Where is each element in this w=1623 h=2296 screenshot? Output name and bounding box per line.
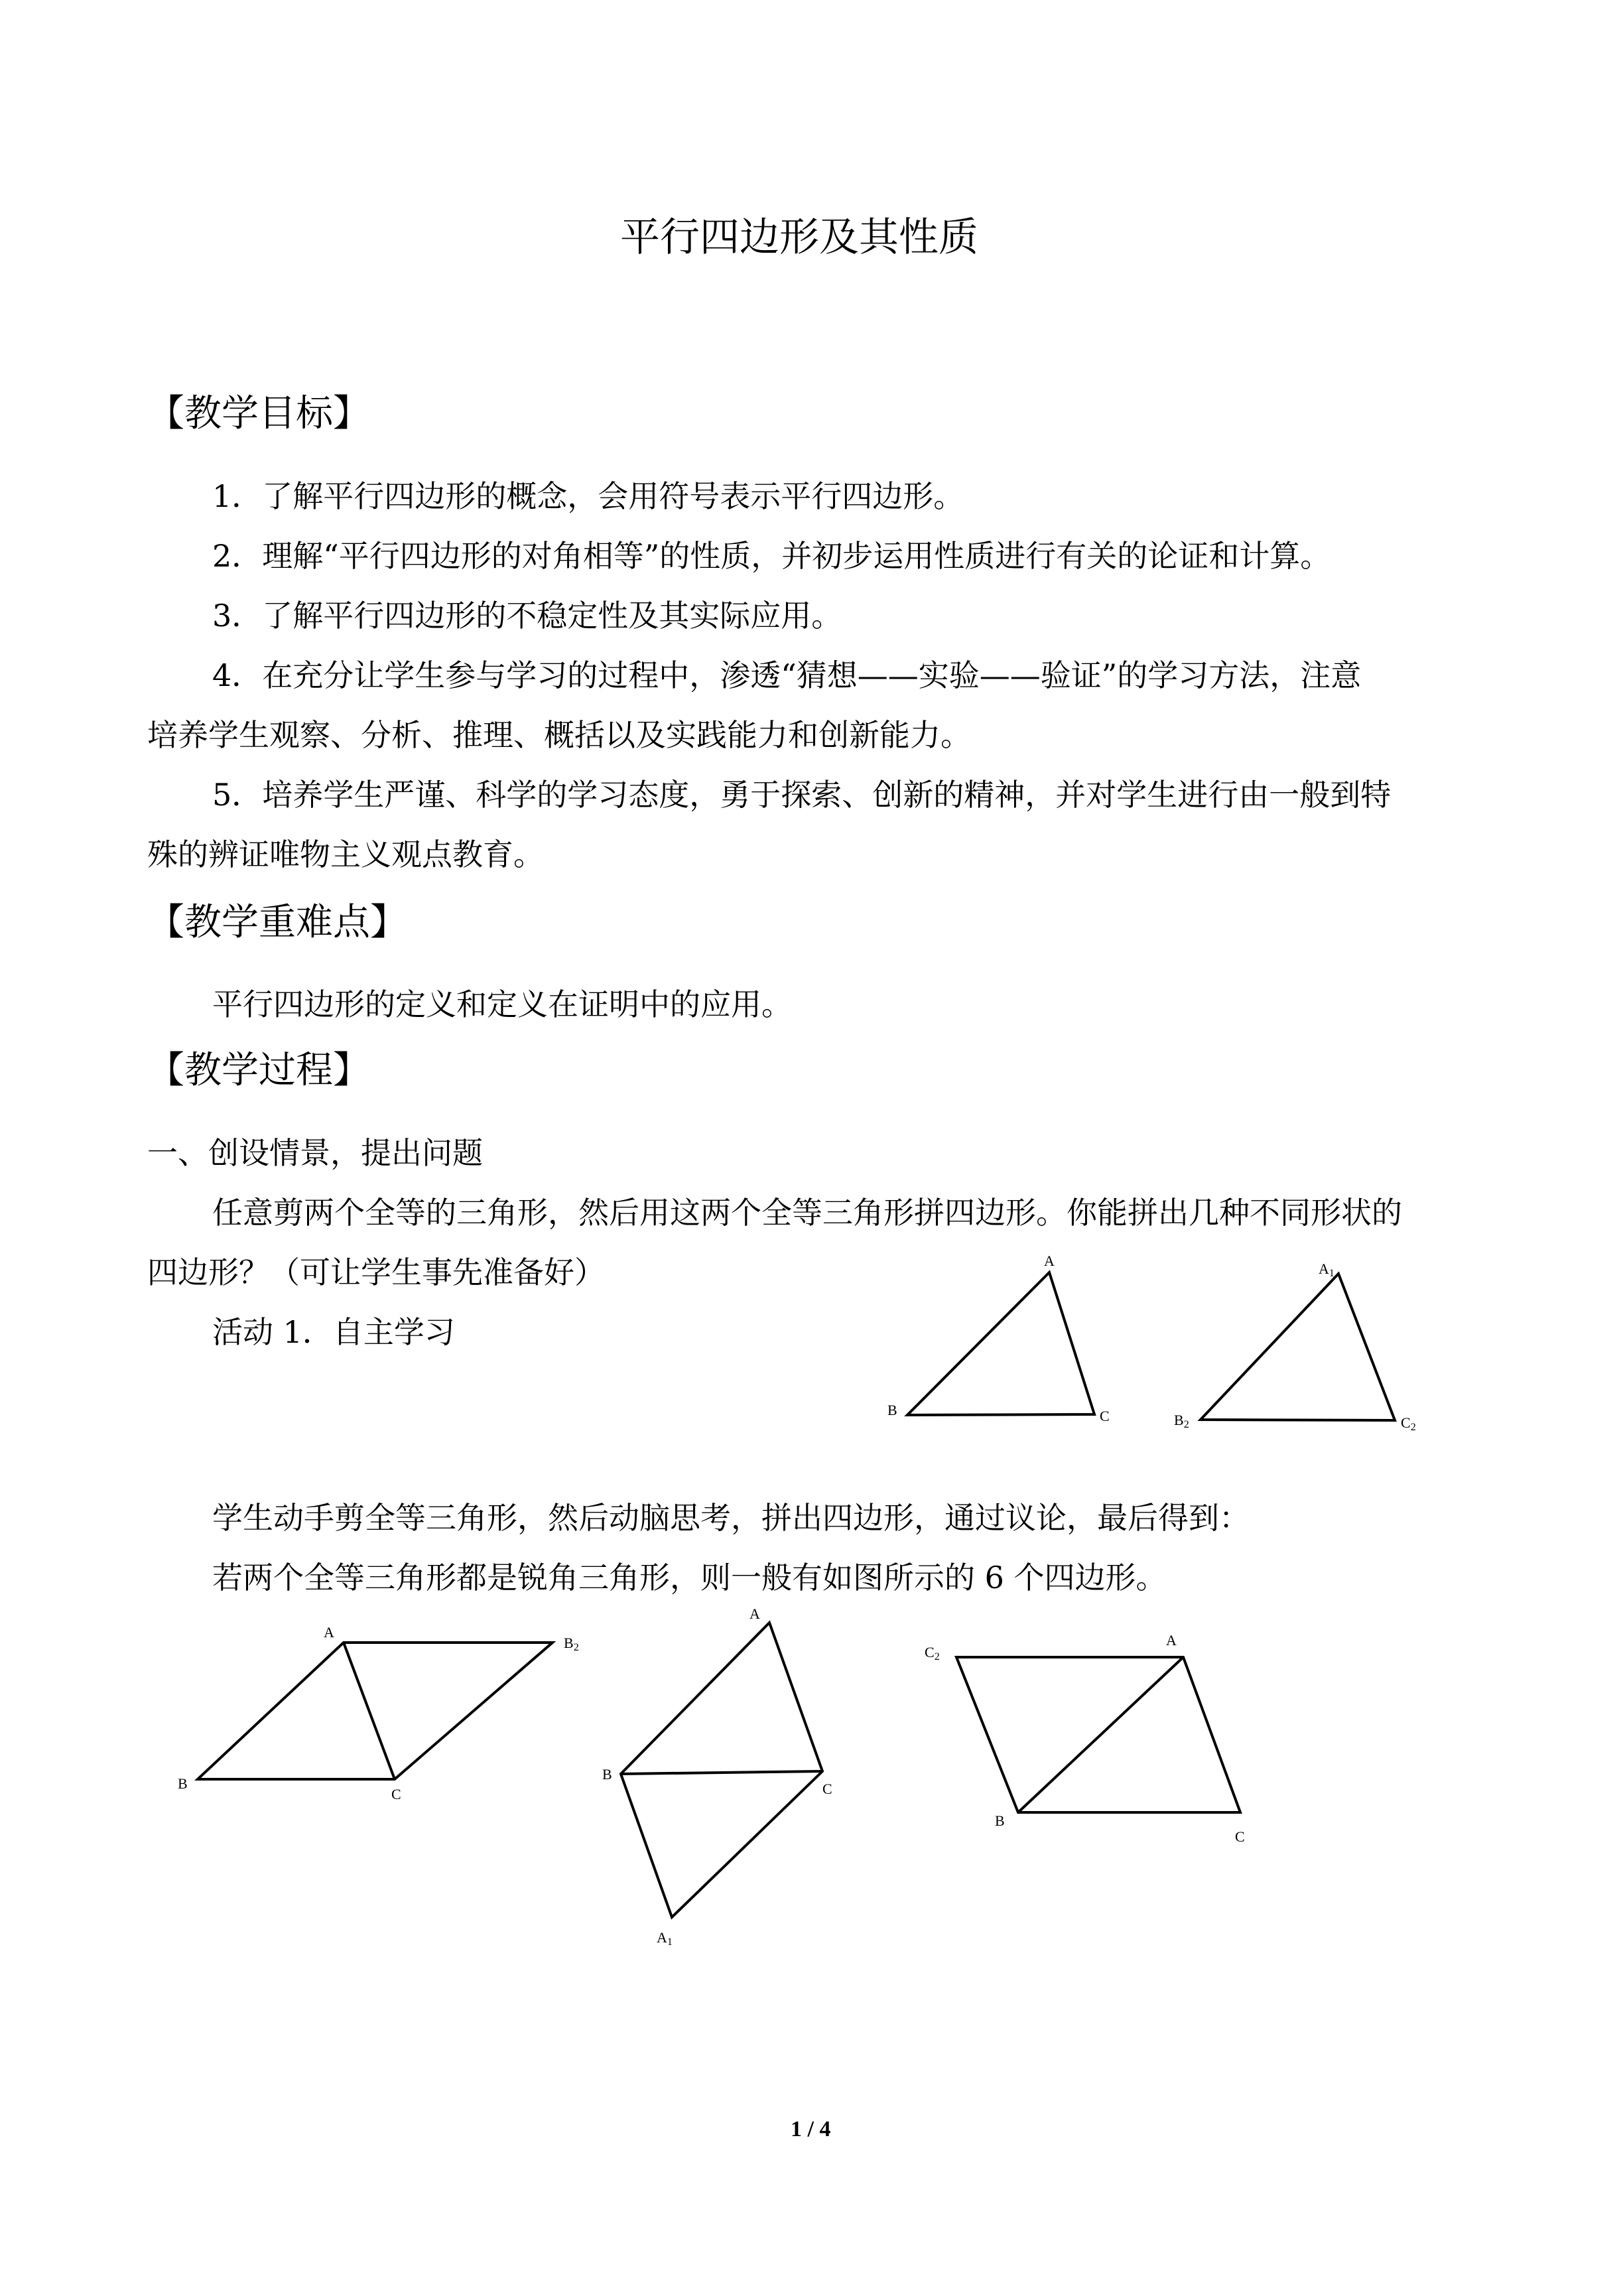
process-heading: 【教学过程】 <box>147 1049 370 1092</box>
label-b: B <box>178 1775 188 1792</box>
label-c2: C2 <box>1401 1414 1416 1433</box>
label-b: B <box>995 1812 1005 1829</box>
label-a: A <box>1044 1252 1055 1269</box>
label-a: A <box>324 1624 334 1641</box>
parallelogram-1 <box>198 1643 552 1779</box>
step1-heading: 一、创设情景，提出问题 <box>147 1135 483 1171</box>
after-figure-line2: 若两个全等三角形都是锐角三角形，则一般有如图所示的 6 个四边形。 <box>212 1560 1167 1595</box>
triangle-a1b2c2-figure <box>1161 1247 1439 1433</box>
objective-4-line1: 4．在充分让学生参与学习的过程中，渗透“猜想——实验——验证”的学习方法，注意 <box>212 657 1362 693</box>
label-a1: A1 <box>657 1929 673 1948</box>
after-figure-line1: 学生动手剪全等三角形，然后动脑思考，拼出四边形，通过议论，最后得到： <box>212 1500 1250 1536</box>
objective-5-line2: 殊的辨证唯物主义观点教育。 <box>147 837 544 872</box>
page-number: 1 / 4 <box>791 2117 831 2141</box>
step1-paragraph-line1: 任意剪两个全等的三角形，然后用这两个全等三角形拼四边形。你能拼出几种不同形状的 <box>212 1195 1402 1231</box>
triangle-abc <box>907 1272 1094 1415</box>
label-c2: C2 <box>925 1644 940 1662</box>
diagonal-ab <box>1018 1657 1183 1812</box>
diagonal-bc <box>621 1771 822 1774</box>
page-title: 平行四边形及其性质 <box>620 214 978 261</box>
parallelogram-3 <box>956 1657 1240 1812</box>
keypoints-heading: 【教学重难点】 <box>147 901 407 944</box>
objective-2: 2．理解“平行四边形的对角相等”的性质，并初步运用性质进行有关的论证和计算。 <box>212 538 1331 574</box>
keypoints-text: 平行四边形的定义和定义在证明中的应用。 <box>212 986 792 1022</box>
label-a: A <box>1166 1632 1177 1649</box>
objective-3: 3．了解平行四边形的不稳定性及其实际应用。 <box>212 598 842 634</box>
triangle-abc-figure <box>876 1247 1154 1426</box>
triangle-a1b2c2 <box>1201 1274 1395 1420</box>
label-c: C <box>1100 1408 1110 1424</box>
objectives-heading: 【教学目标】 <box>147 392 370 435</box>
step1-paragraph-line2: 四边形？（可让学生事先准备好） <box>147 1254 605 1290</box>
diagonal-ac <box>344 1643 395 1779</box>
objective-4-line2: 培养学生观察、分析、推理、概括以及实践能力和创新能力。 <box>147 717 971 753</box>
quadrilateral-figure-1 <box>166 1605 590 1818</box>
objective-5-line1: 5．培养学生严谨、科学的学习态度，勇于探索、创新的精神，并对学生进行由一般到特 <box>212 777 1392 813</box>
label-b2: B2 <box>1174 1412 1189 1430</box>
label-c: C <box>1235 1828 1245 1845</box>
label-a1: A1 <box>1319 1260 1334 1279</box>
label-a: A <box>749 1605 760 1622</box>
quadrilateral-figure-3 <box>915 1619 1273 1857</box>
label-c: C <box>822 1781 832 1797</box>
objective-1: 1．了解平行四边形的概念，会用符号表示平行四边形。 <box>212 478 964 514</box>
label-b: B <box>887 1402 897 1418</box>
label-b2: B2 <box>564 1635 579 1653</box>
quadrilateral-figure-2 <box>584 1592 849 1964</box>
kite-shape <box>621 1623 822 1917</box>
label-c: C <box>391 1786 401 1802</box>
label-b: B <box>602 1766 612 1783</box>
activity-label: 活动 1．自主学习 <box>212 1314 455 1350</box>
